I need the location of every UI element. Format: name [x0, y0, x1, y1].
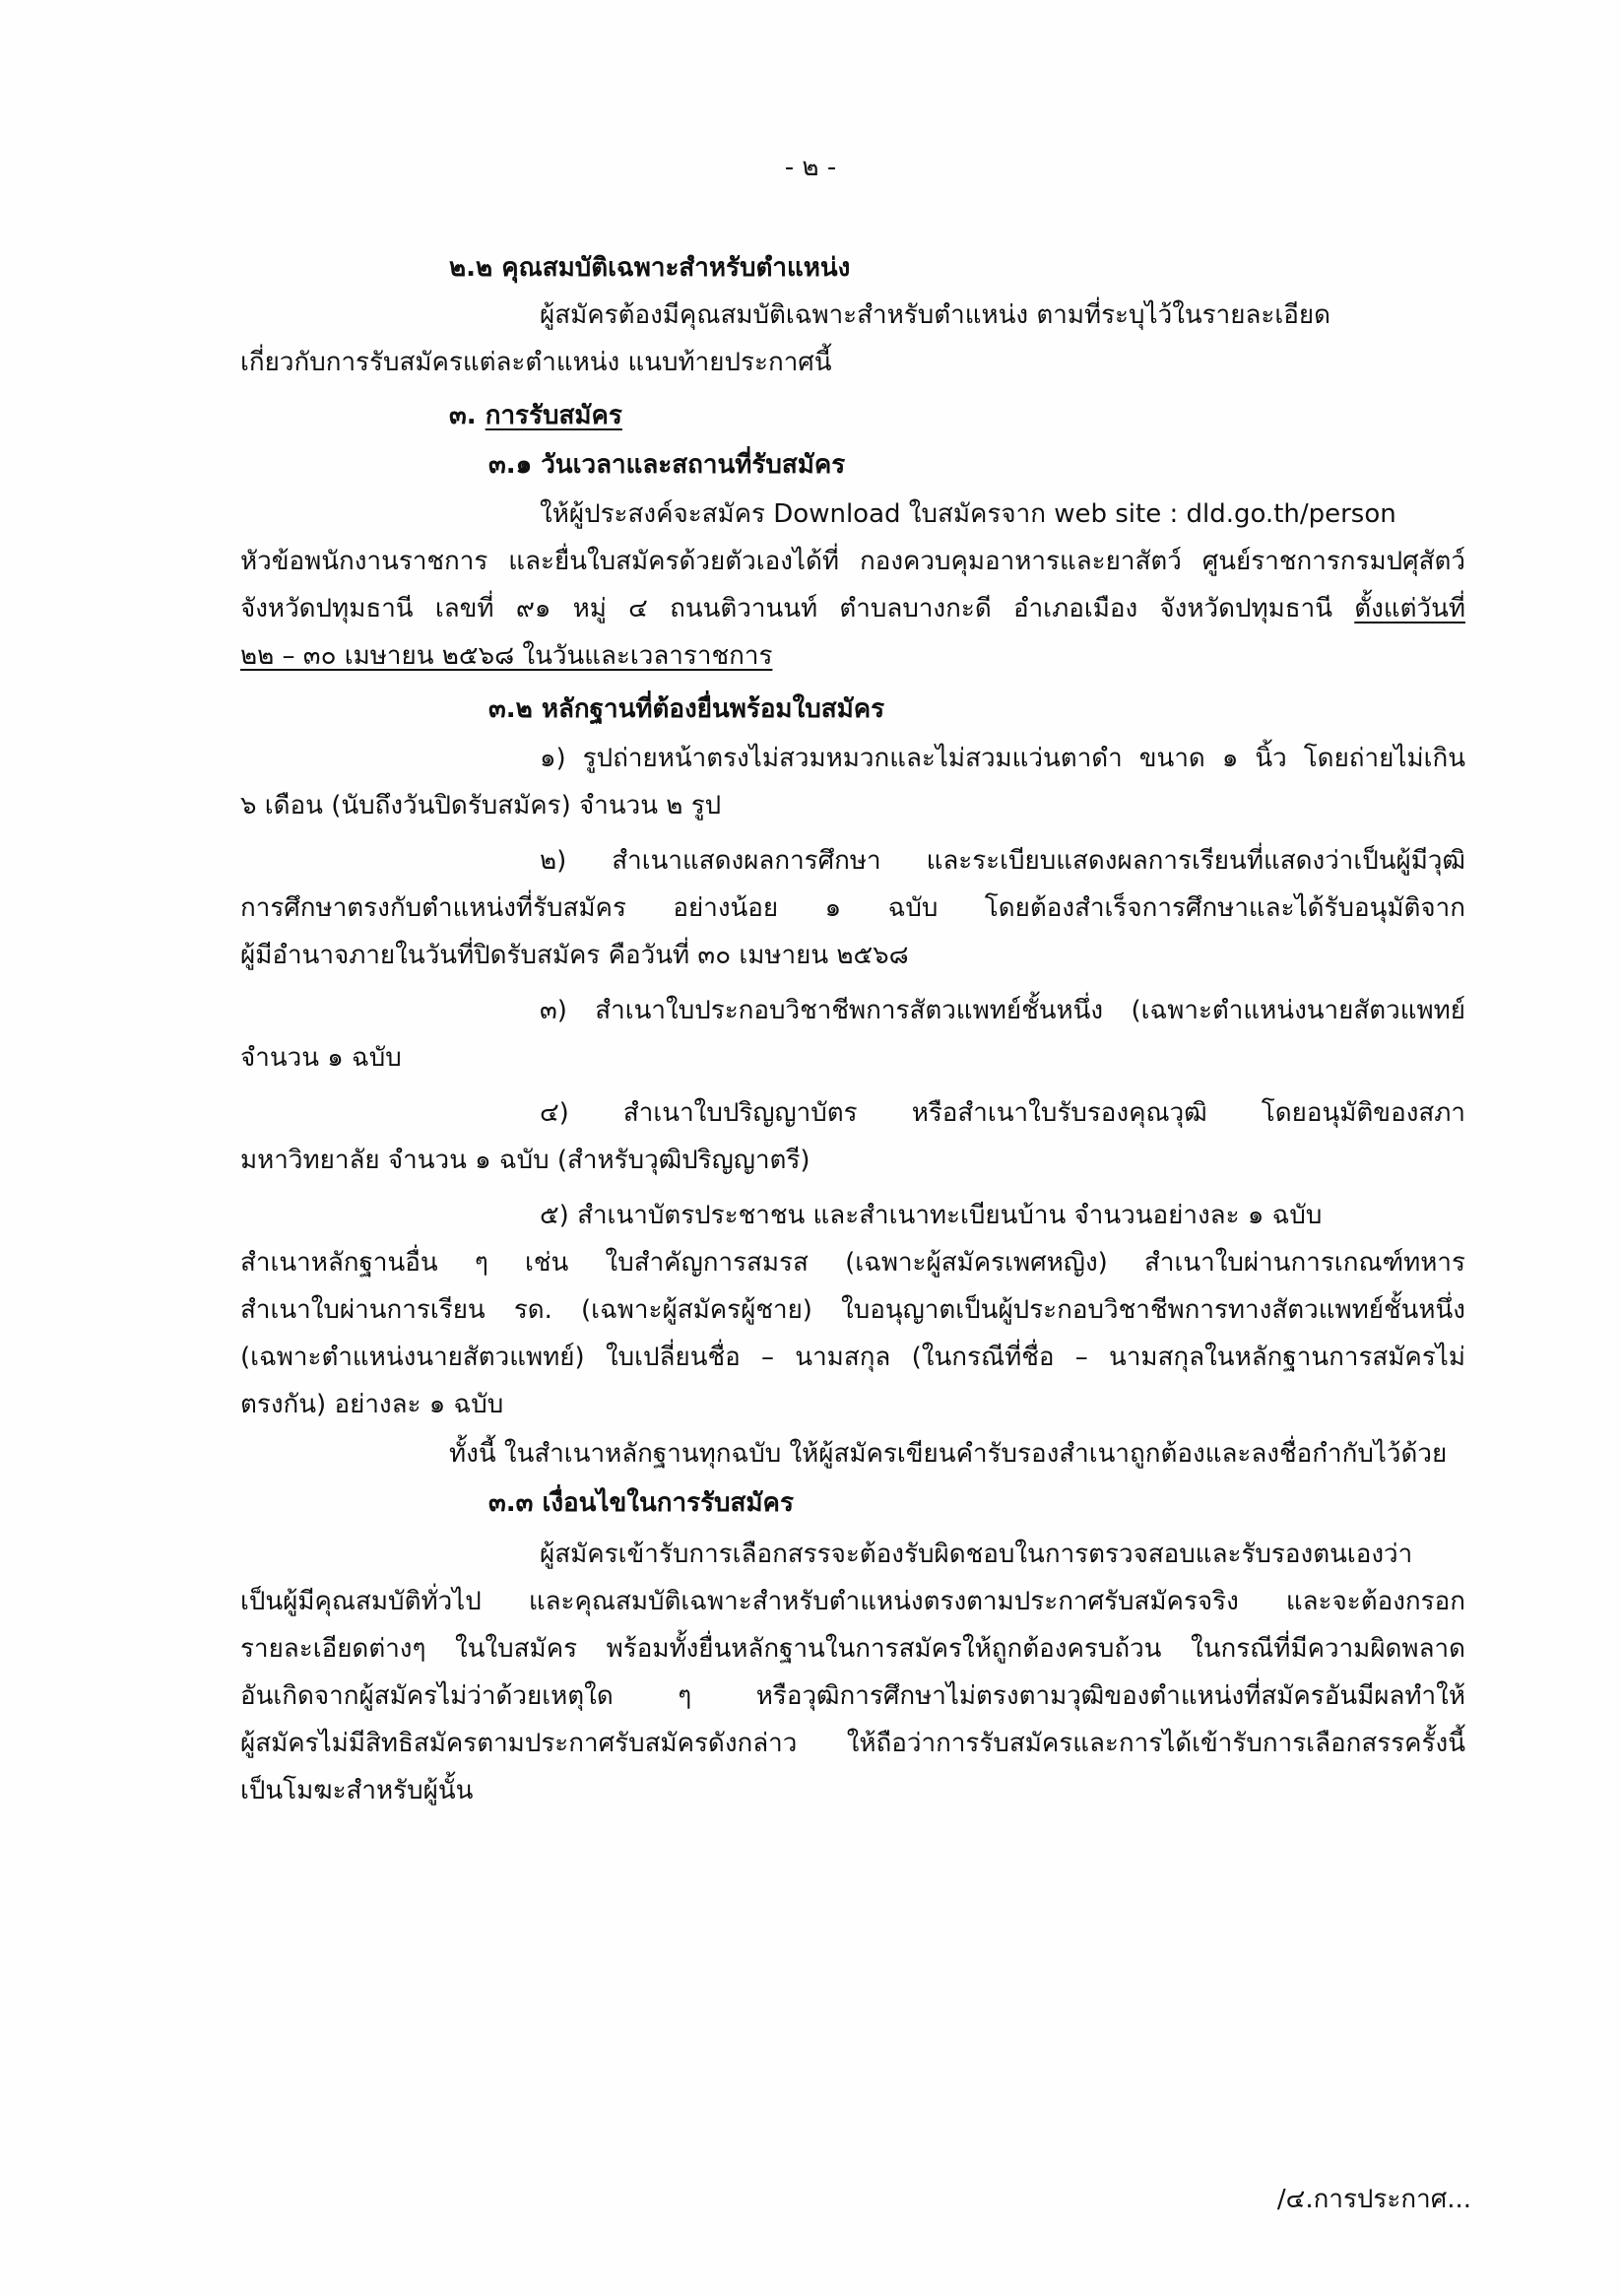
section-3-3-line-3: รายละเอียดต่างๆ ในใบสมัคร พร้อมทั้งยื่นหลักฐานในการสมัครให้ถูกต้องครบถ้วน ในกรณีที่มีความผิดพลาด	[240, 1634, 1465, 1664]
page-number: - ๒ -	[784, 153, 837, 182]
item-2-line-2: การศึกษาตรงกับตำแหน่งที่รับสมัคร อย่างน้อย ๑ ฉบับ โดยต้องสำเร็จการศึกษาและได้รับอนุมัติจาก	[240, 893, 1465, 923]
section-3-3-line-4: อันเกิดจากผู้สมัครไม่ว่าด้วยเหตุใด ๆ หรือวุฒิการศึกษาไม่ตรงตามวุฒิของตำแหน่งที่สมัครอันมีผลทำให้	[240, 1681, 1465, 1711]
address-text: จังหวัดปทุมธานี เลขที่ ๙๑ หมู่ ๔ ถนนติวานนท์ ตำบลบางกะดี อำเภอเมือง จังหวัดปทุมธานี	[240, 594, 1355, 623]
section-2-2-heading: ๒.๒ คุณสมบัติเฉพาะสำหรับตำแหน่ง	[449, 253, 851, 283]
section-3-3-line-2: เป็นผู้มีคุณสมบัติทั่วไป และคุณสมบัติเฉพาะสำหรับตำแหน่งตรงตามประกาศรับสมัครจริง และจะต้องกรอก	[240, 1587, 1465, 1616]
section-3-1-body-line-1: ให้ผู้ประสงค์จะสมัคร Download ใบสมัครจาก web site : dld.go.th/person	[540, 499, 1396, 529]
section-3-3-line-1: ผู้สมัครเข้ารับการเลือกสรรจะต้องรับผิดชอบในการตรวจสอบและรับรองตนเองว่า	[540, 1540, 1413, 1569]
section-3-3-heading: ๓.๓ เงื่อนไขในการรับสมัคร	[488, 1488, 794, 1518]
section-2-2-body-line-1: ผู้สมัครต้องมีคุณสมบัติเฉพาะสำหรับตำแหน่ง ตามที่ระบุไว้ในรายละเอียด	[540, 300, 1330, 330]
item-3-line-1: ๓) สำเนาใบประกอบวิชาชีพการสัตวแพทย์ชั้นหนึ่ง (เฉพาะตำแหน่งนายสัตวแพทย์	[540, 996, 1465, 1025]
item-2-line-3: ผู้มีอำนาจภายในวันที่ปิดรับสมัคร คือวันที่ ๓๐ เมษายน ๒๕๖๘	[240, 941, 909, 970]
item-5-line-3: สำเนาใบผ่านการเรียน รด. (เฉพาะผู้สมัครผู้ชาย) ใบอนุญาตเป็นผู้ประกอบวิชาชีพการทางสัตวแพทย์ชั้นหนึ่ง	[240, 1295, 1465, 1325]
section-3-1-body-line-3	[240, 591, 1465, 626]
item-4-line-2: มหาวิทยาลัย จำนวน ๑ ฉบับ (สำหรับวุฒิปริญญาตรี)	[240, 1146, 810, 1175]
section-3-2-heading: ๓.๒ หลักฐานที่ต้องยื่นพร้อมใบสมัคร	[488, 694, 885, 724]
section-3-1-heading: ๓.๑ วันเวลาและสถานที่รับสมัคร	[488, 450, 846, 480]
item-2-line-1: ๒) สำเนาแสดงผลการศึกษา และระเบียบแสดงผลการเรียนที่แสดงว่าเป็นผู้มีวุฒิ	[540, 846, 1465, 876]
section-3-heading	[449, 398, 622, 433]
item-5-line-5: ตรงกัน) อย่างละ ๑ ฉบับ	[240, 1390, 504, 1419]
date-range-start: ตั้งแต่วันที่	[1354, 594, 1465, 623]
item-5-line-2: สำเนาหลักฐานอื่น ๆ เช่น ใบสำคัญการสมรส (เฉพาะผู้สมัครเพศหญิง) สำเนาใบผ่านการเกณฑ์ทหาร	[240, 1248, 1465, 1278]
section-3-title: การรับสมัคร	[485, 401, 622, 430]
item-3-line-2: จำนวน ๑ ฉบับ	[240, 1043, 402, 1073]
item-5-line-1: ๕) สำเนาบัตรประชาชน และสำเนาทะเบียนบ้าน จำนวนอย่างละ ๑ ฉบับ	[540, 1201, 1323, 1230]
section-3-3-line-5: ผู้สมัครไม่มีสิทธิสมัครตามประกาศรับสมัครดังกล่าว ให้ถือว่าการรับสมัครและการได้เข้ารับการเลือกสรรครั้งนี้	[240, 1729, 1465, 1758]
item-4-line-1: ๔) สำเนาใบปริญญาบัตร หรือสำเนาใบรับรองคุณวุฒิ โดยอนุมัติของสภา	[540, 1098, 1465, 1128]
section-3-number: ๓.	[449, 401, 477, 430]
section-3-1-date-range: ๒๒ – ๓๐ เมษายน ๒๕๖๘ ในวันและเวลาราชการ	[240, 641, 773, 671]
item-1-line-2: ๖ เดือน (นับถึงวันปิดรับสมัคร) จำนวน ๒ รูป	[240, 791, 722, 820]
continuation-marker: /๔.การประกาศ...	[1276, 2185, 1471, 2214]
section-3-1-body-line-2: หัวข้อพนักงานราชการ และยื่นใบสมัครด้วยตัวเองได้ที่ กองควบคุมอาหารและยาสัตว์ ศูนย์ราชการกรมปศุสัตว์	[240, 547, 1465, 576]
certification-note: ทั้งนี้ ในสำเนาหลักฐานทุกฉบับ ให้ผู้สมัครเขียนคำรับรองสำเนาถูกต้องและลงชื่อกำกับไว้ด้วย	[449, 1439, 1448, 1469]
item-1-line-1: ๑) รูปถ่ายหน้าตรงไม่สวมหมวกและไม่สวมแว่นตาดำ ขนาด ๑ นิ้ว โดยถ่ายไม่เกิน	[540, 744, 1465, 773]
section-3-3-line-6: เป็นโมฆะสำหรับผู้นั้น	[240, 1776, 474, 1805]
item-5-line-4: (เฉพาะตำแหน่งนายสัตวแพทย์) ใบเปลี่ยนชื่อ – นามสกุล (ในกรณีที่ชื่อ – นามสกุลในหลักฐานการสมัครไม่	[240, 1343, 1465, 1372]
section-2-2-body-line-2: เกี่ยวกับการรับสมัครแต่ละตำแหน่ง แนบท้ายประกาศนี้	[240, 348, 832, 377]
